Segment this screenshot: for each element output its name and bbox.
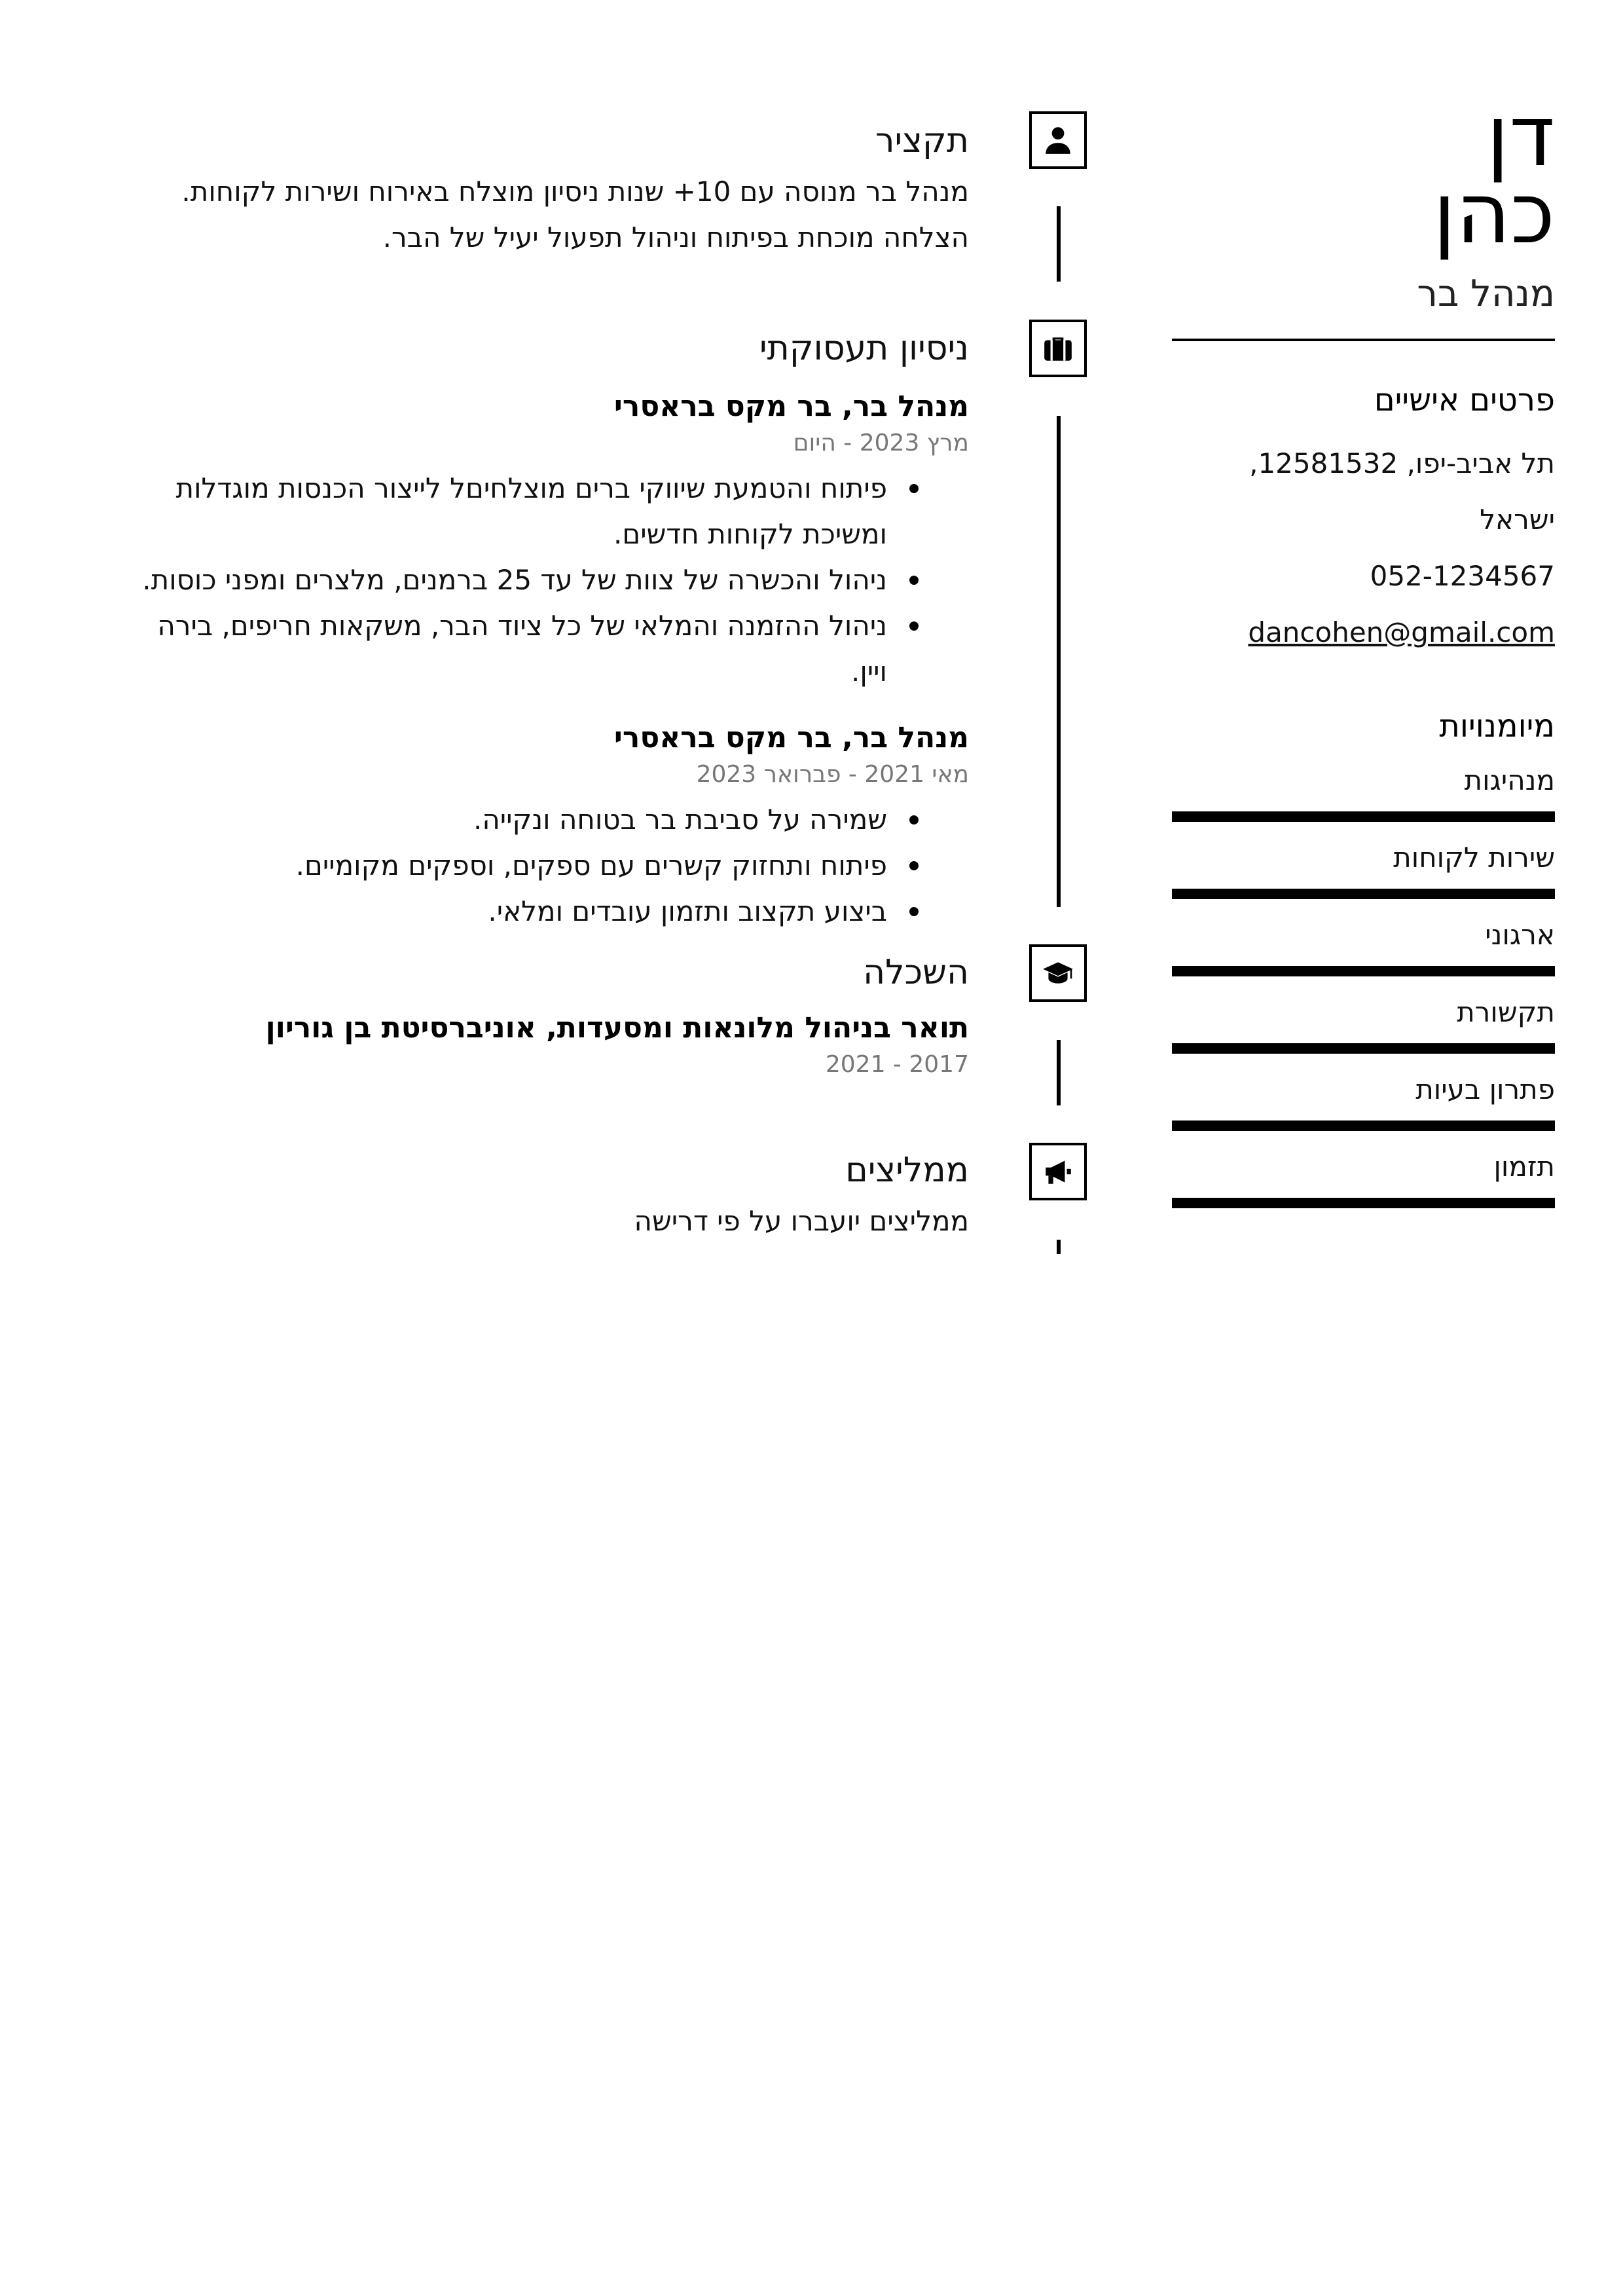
job-position: מנהל בר, בר מקס בראסרי bbox=[613, 390, 969, 423]
skill-level-bar bbox=[1172, 1198, 1555, 1208]
summary-section bbox=[118, 118, 969, 261]
skill-name: תקשורת bbox=[1457, 996, 1555, 1028]
job-entry bbox=[118, 386, 969, 695]
skill-level-bar bbox=[1172, 889, 1555, 899]
last-name: כהן bbox=[1432, 165, 1555, 263]
education-degree: תואר בניהול מלונאות ומסעדות, אוניברסיטת בן גוריון bbox=[265, 1011, 969, 1045]
job-entry bbox=[118, 717, 969, 935]
education-dates: 2017 - 2021 bbox=[825, 1051, 969, 1078]
job-bullets bbox=[118, 797, 969, 935]
references-section bbox=[118, 1147, 969, 1244]
skills-heading: מיומנויות bbox=[1439, 708, 1555, 745]
first-name: דן bbox=[1486, 88, 1555, 185]
bullet-item: שמירה על סביבת בר בטוחה ונקייה. bbox=[118, 797, 887, 843]
skill-name: שירות לקוחות bbox=[1393, 842, 1555, 874]
personal-details-heading: פרטים אישיים bbox=[1374, 382, 1555, 418]
bullet-item: פיתוח ותחזוק קשרים עם ספקים, וספקים מקומיים. bbox=[118, 843, 887, 889]
skill-item bbox=[1172, 1145, 1555, 1208]
education-section bbox=[118, 950, 969, 1081]
bullet-item: ניהול והכשרה של צוות של עד 25 ברמנים, מלצרים ומפני כוסות. bbox=[118, 557, 887, 603]
full-name bbox=[1172, 88, 1555, 263]
timeline-line bbox=[1057, 1240, 1061, 1254]
bullet-item: ביצוע תקצוב ותזמון עובדים ומלאי. bbox=[118, 889, 887, 935]
education-heading: השכלה bbox=[863, 953, 969, 992]
sidebar-divider bbox=[1172, 339, 1555, 341]
job-title: מנהל בר bbox=[1417, 272, 1555, 315]
job-bullets bbox=[118, 466, 969, 695]
skill-item bbox=[1172, 914, 1555, 976]
skill-name: תזמון bbox=[1493, 1151, 1555, 1183]
skill-item bbox=[1172, 759, 1555, 822]
person-icon bbox=[1029, 111, 1087, 169]
phone: 052-1234567 bbox=[1370, 560, 1555, 592]
skill-level-bar bbox=[1172, 1043, 1555, 1054]
summary-line: מנהל בר מנוסה עם 10+ שנות ניסיון מוצלח באירוח ושירות לקוחות. bbox=[181, 176, 969, 208]
summary-heading: תקציר bbox=[875, 121, 969, 160]
bullet-item: ניהול ההזמנה והמלאי של כל ציוד הבר, משקאות חריפים, בירה ויין. bbox=[118, 603, 887, 695]
experience-heading: ניסיון תעסוקתי bbox=[759, 329, 969, 368]
references-heading: ממליצים bbox=[845, 1151, 969, 1190]
experience-section bbox=[118, 325, 969, 935]
graduation-cap-icon bbox=[1029, 944, 1087, 1002]
job-position: מנהל בר, בר מקס בראסרי bbox=[613, 721, 969, 754]
summary-line: הצלחה מוכחת בפיתוח וניהול תפעול יעיל של הבר. bbox=[382, 221, 969, 253]
skill-item bbox=[1172, 1068, 1555, 1131]
email-link[interactable]: dancohen@gmail.com bbox=[1248, 616, 1555, 648]
bullet-item: פיתוח והטמעת שיווקי ברים מוצלחיםל לייצור הכנסות מוגדלות ומשיכת לקוחות חדשים. bbox=[118, 466, 887, 557]
timeline-line bbox=[1057, 416, 1061, 907]
skill-level-bar bbox=[1172, 811, 1555, 822]
skill-name: ארגוני bbox=[1485, 919, 1555, 951]
sidebar bbox=[1172, 88, 1555, 1208]
address: תל אביב-יפו, 12581532, ישראל bbox=[1249, 447, 1555, 536]
skill-level-bar bbox=[1172, 1120, 1555, 1131]
job-dates: מאי 2021 - פברואר 2023 bbox=[696, 761, 969, 788]
skills-list bbox=[1172, 759, 1555, 1208]
skill-name: פתרון בעיות bbox=[1415, 1073, 1555, 1105]
skill-item bbox=[1172, 836, 1555, 899]
skill-name: מנהיגות bbox=[1464, 764, 1555, 796]
job-dates: מרץ 2023 - היום bbox=[793, 430, 969, 456]
timeline-line bbox=[1057, 1040, 1061, 1105]
megaphone-icon bbox=[1029, 1143, 1087, 1200]
skill-level-bar bbox=[1172, 966, 1555, 976]
skill-item bbox=[1172, 991, 1555, 1054]
briefcase-icon bbox=[1029, 320, 1087, 377]
timeline-line bbox=[1057, 206, 1061, 282]
references-text: ממליצים יועברו על פי דרישה bbox=[634, 1205, 969, 1237]
